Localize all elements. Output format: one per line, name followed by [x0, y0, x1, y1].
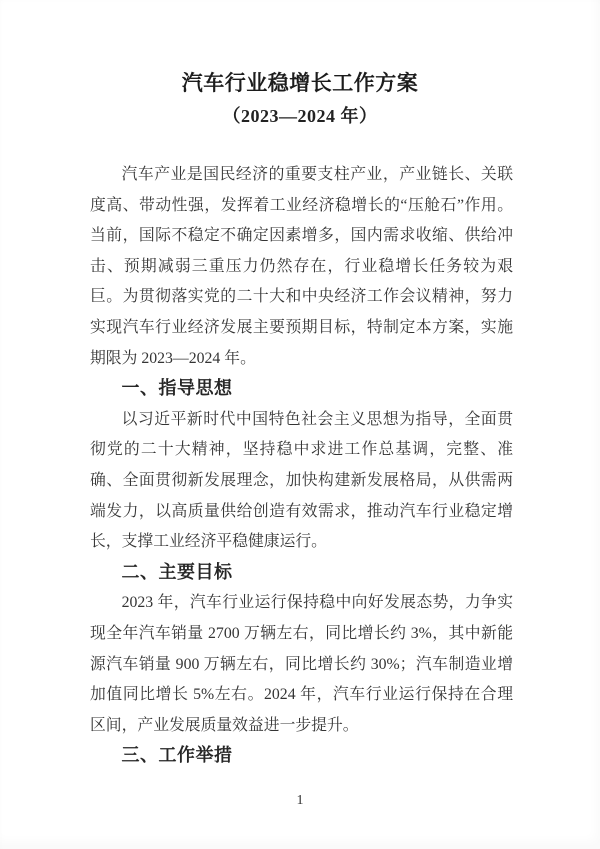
document-header	[0, 0, 600, 129]
section-paragraph-main-goals: 2023 年，汽车行业运行保持稳中向好发展态势，力争实现全年汽车销量 2700 万辆左右，同比增长约 3%，其中新能源汽车销量 900 万辆左右，同比增长约 30%；汽车制造业增加值同比增长 5%左右。2024 年，汽车行业运行保持在合理区间，产业发展质量效益进一步提升。	[90, 594, 513, 734]
document-subtitle: （2023—2024 年）	[222, 106, 378, 126]
section-heading-guiding-ideology: 一、指导思想	[121, 378, 233, 400]
document-title: 汽车行业稳增长工作方案	[181, 71, 419, 95]
section-heading-work-measures: 三、工作举措	[121, 745, 233, 767]
document-footer	[0, 791, 600, 809]
section-heading-main-goals: 二、主要目标	[121, 561, 233, 583]
intro-paragraph: 汽车产业是国民经济的重要支柱产业，产业链长、关联度高、带动性强，发挥着工业经济稳增长的“压舱石”作用。当前，国际不稳定不确定因素增多，国内需求收缩、供给冲击、预期减弱三重压力仍然存在，行业稳增长任务较为艰巨。为贯彻落实党的二十大和中央经济工作会议精神，努力实现汽车行业经济发展主要预期目标，特制定本方案，实施期限为 2023—2024 年。	[90, 166, 513, 367]
page-number: 1	[296, 793, 304, 808]
section-paragraph-guiding-ideology: 以习近平新时代中国特色社会主义思想为指导，全面贯彻党的二十大精神，坚持稳中求进工作总基调，完整、准确、全面贯彻新发展理念，加快构建新发展格局，从供需两端发力，以高质量供给创造有效需求，推动汽车行业稳定增长，支撑工业经济平稳健康运行。	[90, 410, 513, 551]
document-body	[90, 160, 513, 772]
